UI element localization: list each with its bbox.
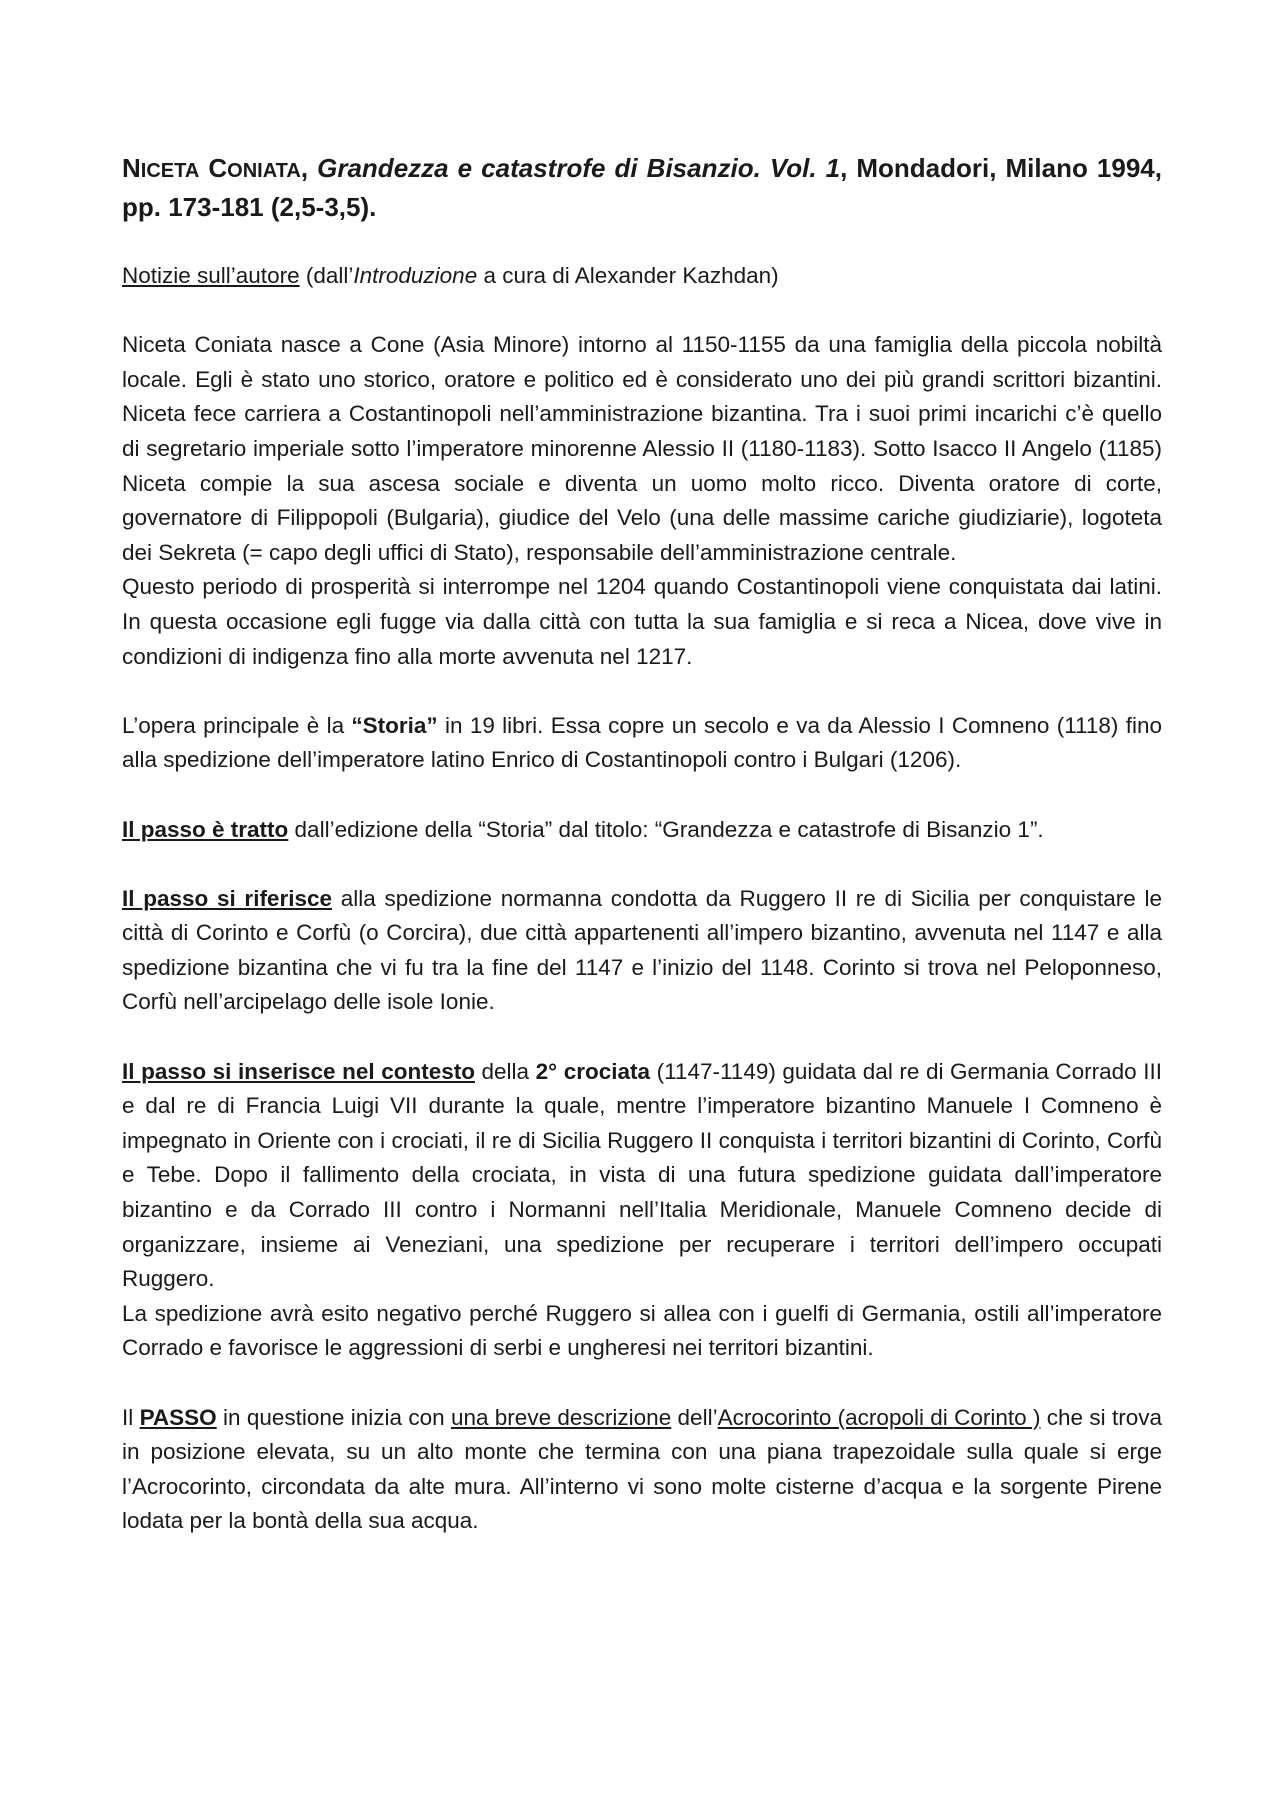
notizie-pre: (dall’: [299, 263, 354, 288]
passo-dell: dell’: [671, 1404, 718, 1430]
notizie-line: [122, 259, 1162, 294]
document-title: [122, 150, 1162, 225]
work-title: Grandezza e catastrofe di Bisanzio. Vol. 1: [317, 153, 841, 183]
passo-text: che si trova in posizione elevata, su un alto monte che termina con una piana trapezoidale sulla quale si erge l’Acrocorinto, circondata da alte mura. All’interno vi sono molte cisterne d’acqua e la sorgente Pirene lodata per la bontà della sua acqua.: [122, 1404, 1162, 1534]
passo-acro: Acrocorinto (acropoli di Corinto ): [717, 1404, 1041, 1430]
contesto-crociata: 2° crociata: [535, 1058, 651, 1084]
contesto-text: (1147-1149) guidata dal re di Germania Corrado III e dal re di Francia Luigi VII durante la quale, mentre l’imperatore bizantino Manuele I Comneno è impegnato in Oriente con i crociati, il re di Sicilia Ruggero II conquista i territori bizantini di Corinto, Corfù e Tebe. Dopo il fallimento della crociata, in vista di una futura spedizione guidata dall’imperatore bizantino e da Corrado III contro i Normanni nell’Italia Meridionale, Manuele Comneno decide di organizzare, insieme ai Veneziani, una spedizione per recuperare i territori dell’impero occupati Ruggero.: [122, 1058, 1163, 1292]
passo-pre: Il: [122, 1404, 140, 1430]
tratto-label: Il passo è tratto: [122, 816, 289, 842]
riferisce-label: Il passo si riferisce: [122, 885, 332, 911]
tratto-text: dall’edizione della “Storia” dal titolo: “Grandezza e catastrofe di Bisanzio 1”.: [288, 816, 1044, 842]
author-rest-oniata: ONIATA: [227, 160, 301, 182]
passo-paragraph: [122, 1401, 1162, 1539]
passo-mid: in questione inizia con: [216, 1404, 451, 1430]
riferisce-text: alla spedizione normanna condotta da Ruggero II re di Sicilia per conquistare le città di Corinto e Corfù (o Corcira), due città appartenenti all’impero bizantino, avvenuta nel 1147 e alla spedizione bizantina che vi fu tra la fine del 1147 e l’inizio del 1148. Corinto si trova nel Peloponneso, Corfù nell’arcipelago delle isole Ionie.: [122, 885, 1162, 1015]
author-rest-iceta: ICETA: [140, 160, 200, 182]
bio-paragraph-2: Questo periodo di prosperità si interrompe nel 1204 quando Costantinopoli viene conquistata dai latini. In questa occasione egli fugge via dalla città con tutta la sua famiglia e si reca a Nicea, dove vive in condizioni di indigenza fino alla morte avvenuta nel 1217.: [122, 574, 1162, 669]
passo-breve: una breve descrizione: [450, 1404, 672, 1430]
passo-label: PASSO: [139, 1404, 217, 1430]
opera-pre: L’opera principale è la: [122, 712, 352, 738]
author-initial-n: N: [122, 153, 141, 183]
riferisce-paragraph: [122, 882, 1162, 1020]
opera-post: in 19 libri. Essa copre un secolo e va da Alessio I Comneno (1118) fino alla spedizione dell’imperatore latino Enrico di Costantinopoli contro i Bulgari (1206).: [122, 712, 1162, 773]
notizie-intro: Introduzione: [353, 263, 478, 288]
notizie-post: a cura di Alexander Kazhdan): [477, 263, 779, 288]
document-page: [122, 150, 1162, 1539]
notizie-heading: Notizie sull’autore: [122, 263, 300, 288]
publication-info: , Mondadori, Milano 1994, pp. 173-181 (2,5-3,5).: [122, 153, 1162, 222]
bio-paragraph-1: Niceta Coniata nasce a Cone (Asia Minore) intorno al 1150-1155 da una famiglia della piccola nobiltà locale. Egli è stato uno storico, oratore e politico ed è considerato uno dei più grandi scrittori bizantini. Niceta fece carriera a Costantinopoli nell’amministrazione bizantina. Tra i suoi primi incarichi c’è quello di segretario imperiale sotto l’imperatore minorenne Alessio II (1180-1183). Sotto Isacco II Angelo (1185) Niceta compie la sua ascesa sociale e diventa un uomo molto ricco. Diventa oratore di corte, governatore di Filippopoli (Bulgaria), giudice del Velo (una delle massime cariche giudiziarie), logoteta dei Sekreta (= capo degli uffici di Stato), responsabile dell’amministrazione centrale.: [122, 332, 1162, 565]
title-sep: ,: [300, 153, 318, 183]
contesto-paragraph: [122, 1055, 1162, 1297]
contesto-pre: della: [474, 1058, 536, 1084]
tratto-paragraph: [122, 813, 1162, 848]
opera-storia: “Storia”: [351, 712, 438, 738]
contesto-label: Il passo si inserisce nel contesto: [122, 1058, 475, 1084]
contesto-paragraph-2: La spedizione avrà esito negativo perché Ruggero si allea con i guelfi di Germania, ostili all’imperatore Corrado e favorisce le aggressioni di serbi e ungheresi nei territori bizantini.: [122, 1300, 1162, 1361]
opera-paragraph: [122, 709, 1162, 778]
author-initial-c: C: [208, 153, 228, 183]
